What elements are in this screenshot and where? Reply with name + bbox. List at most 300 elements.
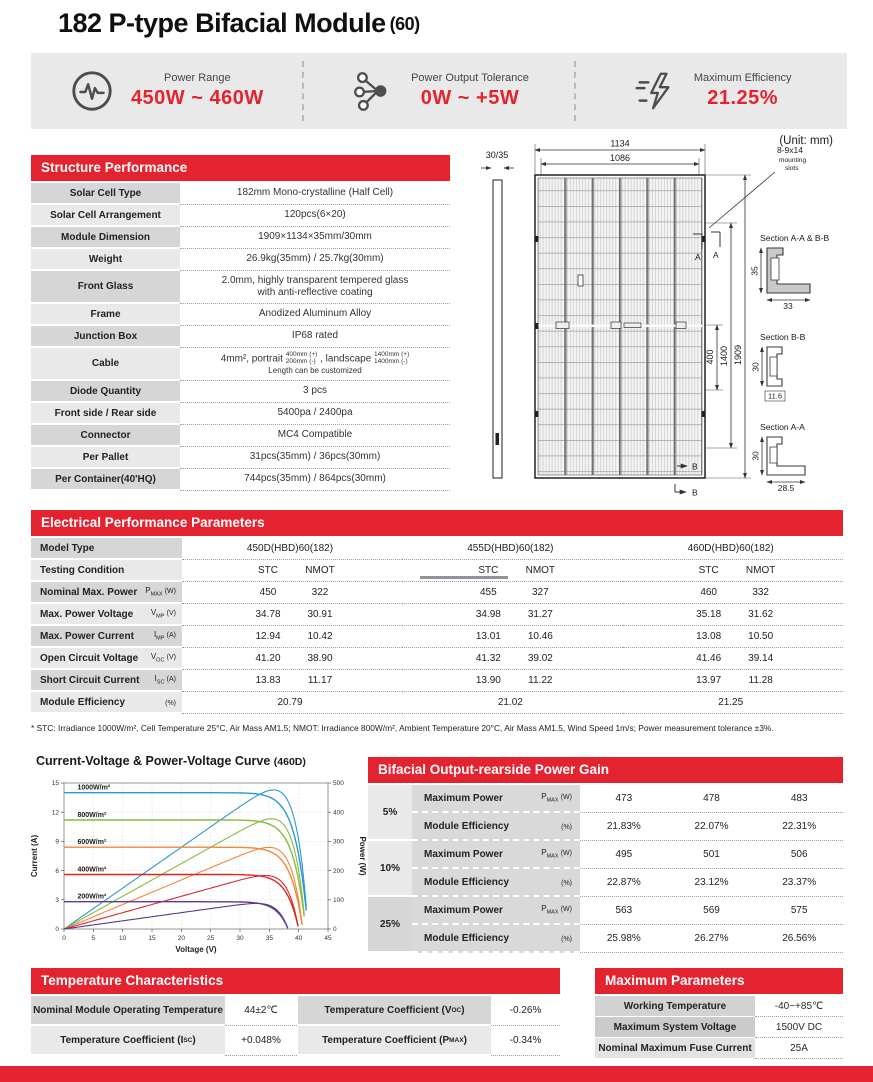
banner-text	[131, 72, 264, 110]
nmot-value: 10.50	[748, 631, 774, 642]
value-group	[402, 648, 622, 670]
gain-group	[368, 785, 843, 841]
row-label: Front Glass	[31, 271, 180, 304]
stc-value: 13.90	[475, 675, 501, 686]
width-dim-inner: 1086	[609, 153, 631, 163]
table-row	[31, 381, 450, 403]
condition-group	[623, 560, 843, 582]
y-left-tick-label: 15	[51, 780, 59, 788]
side-thickness-dim: 30/35	[485, 150, 509, 160]
section-aabb-height: 35	[749, 266, 760, 276]
table-row	[412, 869, 843, 897]
irradiance-label: 800W/m²	[77, 811, 107, 819]
gain-value: 21.83%	[606, 821, 641, 832]
row-value: 25A	[755, 1038, 843, 1059]
table-row	[412, 785, 843, 813]
nmot-value: 11.28	[748, 675, 773, 686]
maximum-parameters-header: Maximum Parameters	[595, 968, 843, 994]
section-aa-height: 30	[750, 451, 761, 461]
value-group	[182, 648, 402, 670]
section-marker-a2: A	[713, 250, 719, 260]
gain-value: 22.87%	[606, 877, 641, 888]
section-aabb-profile	[750, 248, 811, 311]
parameter-name: Open Circuit Voltage	[40, 652, 139, 664]
row-values	[580, 841, 843, 869]
gain-value: 23.12%	[694, 877, 729, 888]
dim-1400: 1400	[719, 345, 729, 367]
irradiance-label: 200W/m²	[77, 893, 107, 901]
nmot-value: 10.42	[307, 631, 333, 642]
row-label	[31, 648, 182, 670]
row-values	[580, 813, 843, 841]
gain-group	[368, 897, 843, 953]
value-group	[402, 626, 622, 648]
y-left-tick-label: 9	[55, 838, 59, 846]
parameter-name: Maximum Power	[424, 904, 503, 916]
parameter-symbol: $P_{MAX}$ (W)	[541, 848, 572, 860]
cable-note: Length can be customized	[268, 365, 362, 375]
temperature-characteristics-header: Temperature Characteristics	[31, 968, 560, 994]
row-label: Nominal Maximum Fuse Current	[595, 1038, 755, 1059]
irradiance-label: 600W/m²	[77, 839, 107, 847]
banner-item-efficiency	[576, 53, 847, 129]
value-group	[182, 626, 402, 648]
width-dim-outer: 1134	[610, 138, 630, 149]
stc-value: 41.20	[255, 653, 281, 664]
nmot-value: 38.90	[307, 653, 333, 664]
gain-group	[368, 841, 843, 897]
row-label: Temperature Coefficient (P MAX )	[298, 1026, 491, 1056]
row-label	[31, 604, 182, 626]
stc-underline-artifact	[420, 576, 508, 579]
parameter-symbol: (%)	[561, 879, 572, 887]
parameter-symbol: $V_{OC}$ (V)	[150, 652, 176, 664]
condition-nmot: NMOT	[305, 565, 335, 576]
stc-value: 34.78	[255, 609, 281, 620]
row-label: Connector	[31, 425, 180, 447]
table-row	[31, 304, 450, 326]
table-row	[412, 925, 843, 953]
model-name: 450D(HBD)60(182)	[246, 543, 334, 554]
row-label	[412, 841, 580, 869]
row-values	[580, 897, 843, 925]
bifacial-gain-table	[368, 785, 843, 953]
section-aa-width: 28.5	[777, 483, 795, 493]
row-label	[412, 785, 580, 813]
y-right-tick-label: 200	[333, 867, 344, 875]
stc-value: 13.08	[696, 631, 722, 642]
drawing-unit-label: (Unit: mm)	[779, 135, 833, 147]
nmot-value: 11.17	[307, 675, 333, 686]
gain-value: 22.07%	[694, 821, 729, 832]
gain-value: 506	[790, 849, 808, 860]
mounting-slots-word1: mounting	[779, 157, 807, 164]
iv-curve-title-text: Current-Voltage & Power-Voltage Curve	[36, 754, 271, 768]
banner-value: 21.25%	[707, 87, 779, 109]
row-label: Solar Cell Arrangement	[31, 205, 180, 227]
x-tick-label: 20	[177, 935, 185, 942]
table-row	[31, 447, 450, 469]
parameter-symbol: $P_{MAX}$ (W)	[541, 792, 572, 804]
y-left-tick-label: 3	[55, 897, 59, 904]
mounting-slots-word2: slots	[785, 165, 799, 172]
gain-value: 563	[615, 905, 633, 916]
row-values	[580, 785, 843, 813]
table-row	[31, 205, 450, 227]
row-label: Testing Condition	[31, 560, 182, 582]
iv-pv-curve-chart	[26, 771, 371, 969]
y-right-tick-label: 500	[333, 780, 344, 788]
gain-value: 22.31%	[782, 821, 817, 832]
row-label: Diode Quantity	[31, 381, 180, 403]
value-group	[623, 626, 843, 648]
cable-value-line: 4mm², portrait 400mm (+) 200mm (-) , landscape 1400mm (+) 1400mm (-)	[220, 351, 410, 365]
row-label: Front side / Rear side	[31, 403, 180, 425]
nmot-value: 31.27	[527, 609, 553, 620]
nmot-value: 10.46	[527, 631, 553, 642]
pulse-circle-icon	[69, 68, 115, 114]
y-right-tick-label: 300	[333, 838, 344, 846]
row-label: Cable	[31, 348, 180, 381]
parameter-name: Module Efficiency	[424, 932, 510, 944]
parameter-name: Max. Power Current	[40, 630, 134, 642]
banner-item-power-range	[31, 53, 302, 129]
temperature-characteristics-table	[31, 996, 560, 1056]
value-line: with anti-reflective coating	[257, 287, 373, 298]
row-value: MC4 Compatible	[180, 425, 450, 447]
gain-value: 26.27%	[694, 933, 729, 944]
row-values	[182, 692, 843, 714]
gain-value: 569	[703, 905, 720, 916]
y-left-tick-label: 12	[51, 809, 59, 817]
row-value: 31pcs(35mm) / 36pcs(30mm)	[180, 447, 450, 469]
parameter-name: Maximum Power	[424, 848, 503, 860]
electrical-parameters-header: Electrical Performance Parameters	[31, 510, 843, 536]
row-value: 44±2℃	[225, 996, 297, 1026]
condition-stc: STC	[698, 565, 719, 576]
parameter-name: Maximum Power	[424, 792, 503, 804]
condition-nmot: NMOT	[525, 565, 556, 576]
cable-portrait-lengths: 400mm (+) 200mm (-)	[285, 351, 318, 365]
gain-value: 483	[790, 793, 808, 804]
row-value: 120pcs(6×20)	[180, 205, 450, 227]
x-tick-label: 45	[324, 935, 332, 942]
section-aa-profile	[751, 437, 806, 493]
y-left-tick-label: 6	[55, 867, 59, 875]
row-label: Working Temperature	[595, 996, 755, 1017]
row-label: Maximum System Voltage	[595, 1017, 755, 1038]
row-label: Temperature Coefficient (I SC )	[31, 1026, 225, 1056]
gain-rows	[412, 841, 843, 897]
parameter-symbol: (%)	[561, 935, 572, 943]
parameter-symbol: (%)	[165, 699, 176, 707]
y-right-tick-label: 0	[333, 926, 337, 934]
nmot-value: 39.02	[527, 653, 553, 664]
gain-value: 26.56%	[782, 933, 817, 944]
pv-curve	[64, 904, 288, 930]
table-row	[31, 469, 450, 491]
value-group	[402, 582, 622, 604]
condition-group	[402, 560, 622, 582]
x-tick-label: 15	[148, 935, 156, 942]
parameter-row	[31, 648, 843, 670]
stc-footnote: * STC: Irradiance 1000W/m², Cell Temperature 25°C, Air Mass AM1.5; NMOT: Irradiance 800W/m², Ambient Temperature 20°C, Air Mass AM1.5, Wind Speed 1m/s; Power measurement tolerance ±3%.	[31, 723, 774, 733]
model-name: 460D(HBD)60(182)	[687, 543, 774, 554]
gain-value: 501	[703, 849, 720, 860]
parameter-name: Module Efficiency	[40, 696, 126, 708]
page-title-suffix: (60)	[389, 14, 420, 34]
stc-value: 34.98	[475, 609, 501, 620]
table-row	[31, 326, 450, 348]
section-marker-a1: A	[695, 252, 701, 262]
row-value: +0.048%	[225, 1026, 297, 1056]
y-right-axis-title: Power (W)	[358, 836, 367, 876]
row-label	[412, 869, 580, 897]
electrical-parameters-table	[31, 538, 843, 714]
row-label	[412, 813, 580, 841]
x-tick-label: 10	[119, 935, 127, 942]
section-aabb-title: Section A-A & B-B	[760, 233, 830, 243]
value-group	[182, 670, 402, 692]
banner-item-tolerance	[304, 53, 575, 129]
table-row	[595, 1038, 843, 1059]
nmot-value: 39.14	[748, 653, 774, 664]
gain-rows	[412, 785, 843, 841]
row-value: -0.26%	[491, 996, 560, 1026]
value-group	[182, 604, 402, 626]
row-label: Per Container(40'HQ)	[31, 469, 180, 491]
module-efficiency-row	[31, 692, 843, 714]
gain-percent: 10%	[368, 841, 412, 897]
row-value: -40~+85℃	[755, 996, 843, 1017]
cable-landscape-lengths: 1400mm (+) 1400mm (-)	[374, 351, 410, 365]
table-row	[595, 1017, 843, 1038]
x-tick-label: 0	[62, 935, 66, 942]
row-label	[31, 626, 182, 648]
bifacial-gain-header: Bifacial Output-rearside Power Gain	[368, 757, 843, 783]
row-value: 5400pa / 2400pa	[180, 403, 450, 425]
efficiency-value: 20.79	[277, 697, 303, 708]
value-group	[623, 582, 843, 604]
pv-curve	[64, 847, 302, 929]
row-label: Junction Box	[31, 326, 180, 348]
model-name: 455D(HBD)60(182)	[467, 543, 554, 554]
stc-value: 35.18	[696, 609, 722, 620]
parameter-name: Nominal Max. Power	[40, 586, 138, 598]
parameter-symbol: $P_{MAX}$ (W)	[541, 904, 572, 916]
stc-value: 460	[700, 587, 717, 598]
row-values	[580, 869, 843, 897]
row-value: 3 pcs	[180, 381, 450, 403]
dim-400: 400	[705, 349, 715, 365]
footer-bar	[0, 1066, 873, 1082]
y-left-tick-label: 0	[55, 926, 59, 934]
x-tick-label: 25	[207, 935, 215, 942]
condition-stc: STC	[478, 565, 499, 576]
table-row	[31, 1026, 560, 1056]
row-label	[412, 897, 580, 925]
x-tick-label: 5	[91, 935, 96, 942]
stc-value: 450	[259, 587, 277, 598]
row-value: 744pcs(35mm) / 864pcs(30mm)	[180, 469, 450, 491]
table-row	[31, 348, 450, 381]
nmot-value: 332	[752, 587, 769, 598]
maximum-parameters-table	[595, 996, 843, 1059]
row-values	[182, 604, 843, 626]
gain-value: 478	[703, 793, 720, 804]
table-row	[412, 841, 843, 869]
row-label: Module Dimension	[31, 227, 180, 249]
row-values	[182, 582, 843, 604]
parameter-symbol: $I_{MP}$ (A)	[153, 630, 176, 642]
row-value: IP68 rated	[180, 326, 450, 348]
parameter-row	[31, 582, 843, 604]
value-line: 2.0mm, highly transparent tempered glass	[221, 274, 409, 286]
banner-label: Maximum Efficiency	[693, 72, 792, 84]
row-label: Nominal Module Operating Temperature	[31, 996, 225, 1026]
row-values	[182, 670, 843, 692]
nmot-value: 30.91	[307, 609, 333, 620]
y-right-tick-label: 400	[333, 809, 344, 817]
section-bb-height: 30	[750, 362, 761, 372]
efficiency-value: 21.25	[718, 697, 744, 708]
parameter-name: Module Efficiency	[424, 820, 510, 832]
value-group	[402, 692, 622, 714]
testing-condition-row	[31, 560, 843, 582]
row-value	[180, 348, 450, 381]
row-value: 1909×1134×35mm/30mm	[180, 227, 450, 249]
module-technical-drawing	[455, 128, 873, 506]
nmot-value: 31.62	[748, 609, 774, 620]
page-title	[58, 8, 420, 39]
stc-value: 13.01	[475, 631, 501, 642]
row-value: 1500V DC	[755, 1017, 843, 1038]
stc-value: 41.46	[696, 653, 722, 664]
molecule-icon	[349, 68, 395, 114]
parameter-symbol: $I_{SC}$ (A)	[154, 674, 176, 686]
gain-value: 575	[790, 905, 808, 916]
x-tick-label: 30	[236, 935, 244, 942]
parameter-name: Max. Power Voltage	[40, 608, 134, 620]
section-bb-width: 11.6	[767, 391, 783, 401]
section-bb-title: Section B-B	[760, 332, 806, 342]
y-left-axis-title: Current (A)	[30, 834, 39, 878]
table-row	[412, 813, 843, 841]
row-label: Temperature Coefficient (V OC )	[298, 996, 491, 1026]
condition-group	[182, 560, 402, 582]
structure-performance-header: Structure Performance	[31, 155, 450, 181]
iv-curve-title-suffix: (460D)	[273, 756, 306, 768]
row-label: Per Pallet	[31, 447, 180, 469]
nmot-value: 322	[311, 587, 329, 598]
stc-value: 41.32	[475, 653, 501, 664]
banner-value: 450W ~ 460W	[130, 87, 264, 109]
gain-percent: 25%	[368, 897, 412, 953]
table-row	[31, 249, 450, 271]
value-group	[182, 582, 402, 604]
value-group	[623, 670, 843, 692]
row-label	[31, 692, 182, 714]
row-value	[180, 271, 450, 304]
efficiency-bolt-icon	[632, 68, 678, 114]
gain-value: 25.98%	[606, 933, 641, 944]
irradiance-label: 400W/m²	[77, 866, 107, 874]
row-label: Model Type	[31, 538, 182, 560]
parameter-row	[31, 604, 843, 626]
table-row	[31, 425, 450, 447]
table-row	[31, 271, 450, 304]
parameter-row	[31, 626, 843, 648]
section-bb-profile	[751, 347, 786, 401]
section-aabb-width: 33	[783, 301, 793, 311]
section-marker-b2: B	[692, 487, 698, 498]
row-values	[182, 626, 843, 648]
stc-value: 13.83	[255, 675, 281, 686]
banner-text	[411, 72, 529, 110]
banner-label: Power Range	[164, 72, 231, 84]
row-value: Anodized Aluminum Alloy	[180, 304, 450, 326]
gain-percent: 5%	[368, 785, 412, 841]
irradiance-label: 1000W/m²	[77, 784, 111, 792]
y-right-tick-label: 100	[333, 897, 344, 904]
row-values	[182, 648, 843, 670]
row-value: -0.34%	[491, 1026, 560, 1056]
row-value: 26.9kg(35mm) / 25.7kg(30mm)	[180, 249, 450, 271]
section-aa-title: Section A-A	[760, 422, 805, 432]
nmot-value: 327	[531, 587, 549, 598]
value-group	[623, 604, 843, 626]
stc-value: 13.97	[696, 675, 722, 686]
dim-1909: 1909	[733, 344, 743, 366]
table-row	[412, 897, 843, 925]
section-marker-b1: B	[692, 461, 698, 472]
condition-stc: STC	[258, 565, 278, 576]
page-title-main: 182 P-type Bifacial Module	[58, 8, 386, 38]
value-group	[182, 692, 402, 714]
table-row	[31, 403, 450, 425]
efficiency-value: 21.02	[497, 697, 523, 708]
x-tick-label: 35	[265, 935, 273, 942]
table-row	[31, 996, 560, 1026]
x-tick-label: 40	[295, 935, 303, 942]
model-group	[623, 538, 843, 560]
gain-rows	[412, 897, 843, 953]
banner-value: 0W ~ +5W	[420, 87, 520, 109]
row-value: 182mm Mono-crystalline (Half Cell)	[180, 183, 450, 205]
parameter-symbol: $V_{MP}$ (V)	[150, 608, 176, 620]
banner-label: Power Output Tolerance	[411, 72, 529, 84]
table-row	[31, 183, 450, 205]
iv-curve	[64, 847, 302, 925]
row-values	[580, 925, 843, 953]
model-type-row	[31, 538, 843, 560]
value-group	[623, 692, 843, 714]
iv-curve-title	[36, 754, 306, 768]
gain-value: 23.37%	[782, 877, 817, 888]
banner-text	[694, 72, 792, 110]
parameter-symbol: $P_{MAX}$ (W)	[145, 586, 176, 598]
table-row	[595, 996, 843, 1017]
parameter-row	[31, 670, 843, 692]
row-label	[31, 582, 182, 604]
x-axis-title: Voltage (V)	[175, 945, 217, 954]
condition-nmot: NMOT	[745, 565, 776, 576]
highlights-banner	[31, 53, 847, 129]
structure-performance-table	[31, 183, 450, 491]
parameter-symbol: (%)	[561, 823, 572, 831]
value-group	[623, 648, 843, 670]
table-row	[31, 227, 450, 249]
